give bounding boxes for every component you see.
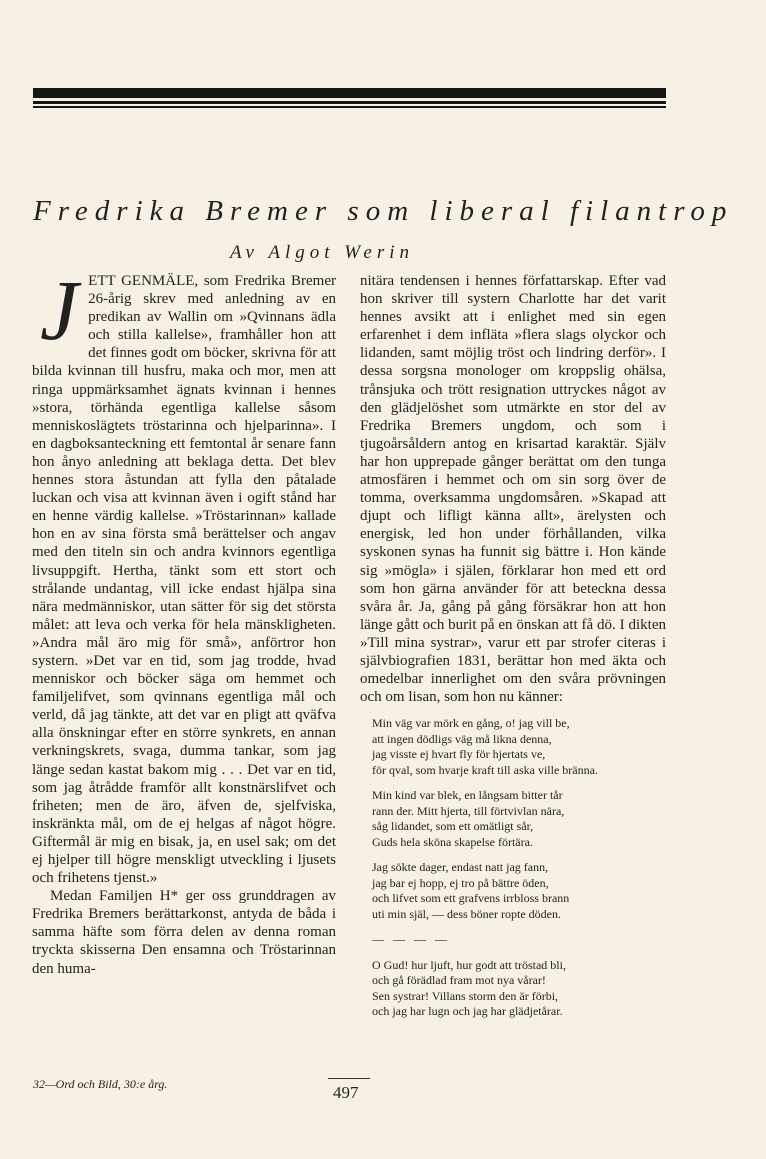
page-number-rule (328, 1078, 370, 1079)
poem-line: och jag har lugn och jag har glädjetårar. (372, 1004, 563, 1019)
poem-line: Guds hela sköna skapelse förtära. (372, 834, 533, 849)
poem-stanza-1 (372, 716, 666, 778)
poem-stanza-2 (372, 788, 666, 850)
poem-line: rann der. Mitt hjerta, till förtvivlan nära, (372, 803, 565, 818)
poem-line: Sen systrar! Villans storm den är förbi, (372, 988, 559, 1003)
right-column (360, 272, 666, 1030)
poem-line: uti min själ, — dess böner ropte döden. (372, 906, 561, 921)
poem-line: och gå förädlad fram mot nya vårar! (372, 973, 546, 988)
header-rule-middle (33, 101, 666, 104)
page-number: 497 (333, 1083, 359, 1102)
poem-line: O Gud! hur ljuft, hur godt att tröstad bli, (372, 957, 566, 972)
article-byline: Av Algot Werin (230, 242, 414, 263)
poem-line: att ingen dödligs väg må likna denna, (372, 731, 552, 746)
poem-line: och lifvet som ett grafvens irrbloss brann (372, 891, 570, 906)
paragraph-3: nitära tendensen i hennes författarskap. Efter vad hon skriver till systern Charlotte har det varit hennes avsikt att i enlighet med sin egen erfarenhet i dem infläta »flera slags olyckor och lidanden, samt möjlig tröst och lindring derför». I dessa sorgsna monologer om kroppslig ohälsa, trånsjuka och trött resignation uttryckes något av den glädjelöshet som utmärkte en stor del av Fredrika Bremers ungdom, och som i tjugoårsåldern antog en krisartad karaktär. Själv har hon upprepade gånger berättat om den tunga atmosfären i hemmet och om sin sorg över de tomma, overksamma ungdomsåren. »Skapad att djupt och lifligt känna allt», ärelysten och energisk, led hon under förhållanden, vilka syskonen synas ha funnit sig bättre i. Hon kände sig »mögla» i själen, förklarar hon med ett ord som hon gärna använder för att beteckna dessa svåra år. Ja, gång på gång försäkrar hon att hon länge gått och burit på en önskan att få dö. I dikten »Till mina systrar», varur ett par strofer citeras i självbiografien 1831, berättar hon med äkta och omedelbar innerlighet om den svåra prövningen och om lisan, som hon nu känner: (360, 273, 666, 706)
poem-line: såg lidandet, som ett omätligt sår, (372, 819, 534, 834)
poem (360, 716, 666, 1020)
poem-stanza-4 (372, 958, 666, 1020)
printer-signature: 32—Ord och Bild, 30:e årg. (33, 1077, 168, 1091)
poem-line: jag visste ej hvart fly för hjertats ve, (372, 747, 546, 762)
poem-line: Jag sökte dager, endast natt jag fann, (372, 860, 549, 875)
left-column (32, 262, 336, 978)
header-rule-thin (33, 106, 666, 108)
paragraph-1: ETT GENMÄLE, som Fredrika Bremer 26-årig skrev med anledning av en predikan av Wallin om »Qvinnans ädla och stilla kallelse», framhåller hon att det finnes godt om böcker, skrivna för att bilda kvinnan till husfru, maka och mor, men att ringa uppmärksamhet ägnats kvinnan i hennes »stora, törhända egentliga kallelse såsom menniskoslägtets tröstarinna och hjelparinna». I en dagboksanteckning ett femtontal år senare fann hon ånyo anledning att beklaga detta. Det blev hennes stora åstundan att fylla den påtalade luckan och visa att kvinnan även i ogift stånd har en henne värdig kallelse. »Tröstarinnan» kallade hon en av sina första små berättelser och angav med den titeln sin och andra kvinnors egentliga livsuppgift. Hertha, tänkt som ett stort och strålande undantag, vill icke endast hjälpa sina nära medmänniskor, utan sätter för sig det största målet: att leva och verka för hela mänskligheten. »Andra mål äro mig för små», anförtror hon systern. »Det var en tid, som jag trodde, hvad menniskor och böcker säga om hemmet och familjelifvet, som qvinnans egentliga mål och verld, då jag tänkte, att det var en pligt att qväfva alla önskningar efter en större synkrets, en annan verkningskrets, svaga, dumma tankar, som jag länge sedan kastat bakom mig . . . Det var en tid, som jag åtrådde framför allt konstnärslifvet och friheten; men de äro, äfven de, sjelfviska, inskränkta mål, om de ej helgas af något högre. Giftermål är mig en bisak, ja, en usel sak; om det ej hjelper till högre menskligt utveckling i ljusets och frihetens tjenst.» (32, 273, 336, 887)
drop-cap: J (40, 262, 79, 358)
poem-line: Min väg var mörk en gång, o! jag vill be, (372, 716, 570, 731)
poem-stanza-3 (372, 860, 666, 922)
paragraph-2: Medan Familjen H* ger oss grunddragen av Fredrika Bremers berättarkonst, antyda de båda i samma häfte som förra delen av denna roman tryckta skisserna Den ensamna och Tröstarinnan den huma- (32, 888, 336, 977)
article-title: Fredrika Bremer som liberal filantrop (33, 195, 734, 227)
poem-line: jag bar ej hopp, ej tro på bättre öden, (372, 875, 549, 890)
header-rule-thick (33, 88, 666, 98)
poem-separator: — — — — (372, 932, 450, 947)
poem-line: för qval, som hvarje kraft till aska ville bränna. (372, 762, 598, 777)
poem-line: Min kind var blek, en långsam bitter tår (372, 788, 563, 803)
